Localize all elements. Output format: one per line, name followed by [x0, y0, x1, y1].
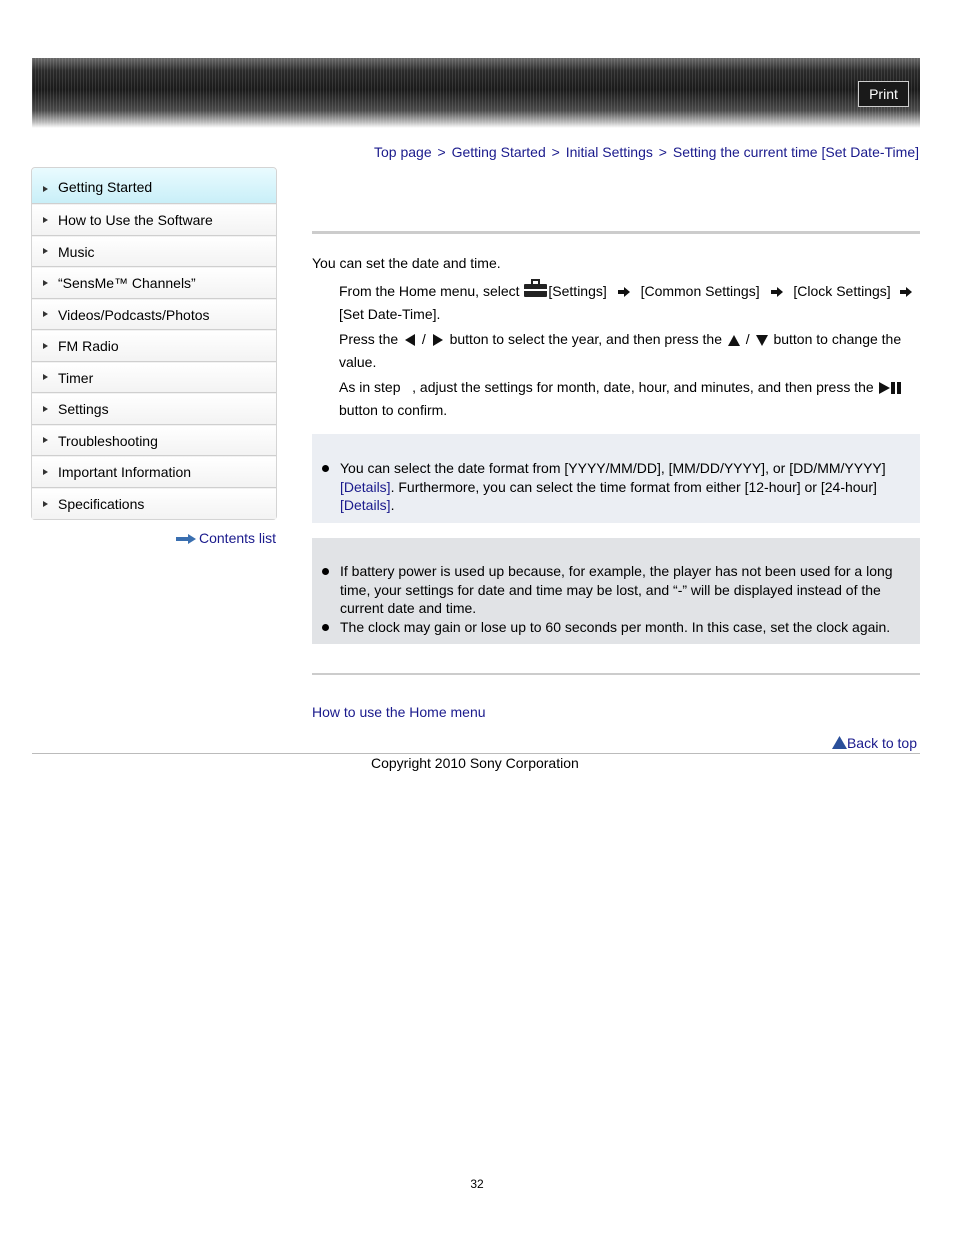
contents-arrow-icon — [176, 534, 196, 544]
footer-divider — [32, 753, 920, 754]
note-text: The clock may gain or lose up to 60 seconds per month. In this case, set the clock again. — [340, 618, 891, 635]
back-to-top-icon — [832, 736, 847, 749]
breadcrumb-getting-started[interactable]: Getting Started — [451, 144, 546, 160]
settings-menu-text: [Settings] — [548, 283, 607, 299]
breadcrumb-separator: > — [551, 144, 560, 160]
sidebar-item-label: How to Use the Software — [58, 212, 213, 228]
sidebar-item-specifications[interactable] — [32, 488, 276, 520]
triangle-right-icon — [43, 469, 48, 475]
right-triangle-icon — [430, 333, 446, 347]
sidebar-item-label: Specifications — [58, 495, 145, 512]
step-2 — [339, 328, 919, 374]
page-number: 32 — [470, 1177, 484, 1191]
arrow-right-icon — [611, 286, 637, 298]
step-3 — [339, 376, 919, 422]
hint-text: . Furthermore, you can select the time format from either [12-hour] or [24-hour] — [390, 478, 877, 495]
breadcrumb-separator: > — [437, 144, 446, 160]
arrow-right-icon — [764, 286, 790, 298]
note-item — [312, 562, 920, 618]
sidebar-item-label: “SensMe™ Channels” — [58, 275, 196, 291]
toolbox-icon — [523, 278, 548, 298]
related-divider — [312, 673, 920, 675]
sidebar-item-getting-started[interactable] — [32, 168, 276, 204]
triangle-right-icon — [43, 248, 48, 254]
sidebar-item-label: FM Radio — [58, 338, 119, 354]
bullet-icon — [322, 568, 329, 575]
contents-list-label: Contents list — [199, 530, 277, 546]
play-pause-icon — [878, 381, 904, 395]
note-text: If battery power is used up because, for example, the player has not been used for a long time, your settings for date and time may be lost, and “-” will be displayed instead of the current date and time. — [340, 563, 893, 616]
step-text: button to select the year, and then press the — [449, 331, 722, 347]
breadcrumb-top-page[interactable]: Top page — [374, 144, 432, 160]
step-text: button to change the value. — [339, 331, 902, 370]
sidebar-item-label: Settings — [58, 401, 109, 417]
slash-text: / — [745, 331, 750, 347]
note-box — [312, 538, 920, 644]
triangle-right-icon — [43, 186, 48, 192]
sidebar-item-timer[interactable] — [32, 362, 276, 394]
sidebar-item-label: Important Information — [58, 464, 192, 480]
triangle-right-icon — [43, 406, 48, 412]
set-date-time-text: [Set Date-Time]. — [339, 306, 441, 322]
title-divider — [312, 231, 920, 234]
slash-text: / — [421, 331, 426, 347]
back-to-top-link[interactable] — [832, 735, 917, 751]
hint-text: . — [390, 497, 395, 513]
sidebar-item-label: Getting Started — [58, 179, 153, 195]
triangle-right-icon — [43, 280, 48, 286]
arrow-right-icon — [895, 286, 915, 298]
sidebar-item-sensme-channels[interactable] — [32, 267, 276, 299]
print-button[interactable]: Print — [858, 81, 909, 107]
sidebar-item-label: Timer — [58, 369, 94, 386]
related-topic-link[interactable]: How to use the Home menu — [312, 704, 486, 720]
sidebar-item-how-to-use-software[interactable] — [32, 204, 276, 236]
left-triangle-icon — [402, 333, 418, 347]
common-settings-text: [Common Settings] — [640, 283, 760, 299]
note-item — [312, 618, 920, 637]
triangle-right-icon — [43, 501, 48, 507]
triangle-right-icon — [43, 311, 48, 317]
back-to-top-label: Back to top — [846, 735, 917, 751]
down-triangle-icon — [754, 333, 770, 347]
triangle-right-icon — [43, 437, 48, 443]
sidebar-item-important-information[interactable] — [32, 456, 276, 488]
breadcrumb-initial-settings[interactable]: Initial Settings — [565, 144, 653, 160]
details-link[interactable]: [Details] — [340, 478, 391, 495]
breadcrumb-current-page[interactable]: Setting the current time [Set Date-Time] — [672, 144, 919, 160]
details-link[interactable]: [Details] — [340, 497, 391, 513]
clock-settings-text: [Clock Settings] — [793, 283, 891, 299]
sidebar-item-videos-podcasts-photos[interactable] — [32, 299, 276, 331]
sidebar-item-fm-radio[interactable] — [32, 330, 276, 362]
sidebar-nav — [31, 167, 277, 520]
sidebar-item-label: Troubleshooting — [58, 432, 158, 449]
step-text: , adjust the settings for month, date, hour, and minutes, and then press the — [412, 379, 874, 395]
sidebar-item-label: Videos/Podcasts/Photos — [58, 306, 210, 323]
step-text: As in step — [339, 379, 401, 395]
triangle-right-icon — [43, 217, 48, 223]
step-1 — [339, 280, 919, 326]
breadcrumb — [374, 144, 919, 160]
breadcrumb-separator: > — [658, 144, 667, 160]
hint-item — [312, 459, 920, 515]
step-text: Press the — [339, 331, 399, 347]
copyright-text: Copyright 2010 Sony Corporation — [371, 755, 579, 771]
contents-list-link[interactable] — [176, 530, 276, 546]
triangle-right-icon — [43, 343, 48, 349]
hint-text: You can select the date format from [YYYY/MM/DD], [MM/DD/YYYY], or [DD/MM/YYYY] — [340, 460, 886, 476]
step-text: button to confirm. — [339, 402, 448, 418]
bullet-icon — [322, 624, 329, 631]
triangle-right-icon — [43, 374, 48, 380]
sidebar-item-settings[interactable] — [32, 393, 276, 425]
sidebar-item-troubleshooting[interactable] — [32, 425, 276, 457]
sidebar-item-label: Music — [58, 243, 95, 260]
header-banner — [32, 58, 920, 128]
hint-box — [312, 434, 920, 523]
intro-text: You can set the date and time. — [312, 255, 501, 271]
sidebar-item-music[interactable] — [32, 236, 276, 268]
step-text: From the Home menu, select — [339, 283, 524, 299]
bullet-icon — [322, 465, 329, 472]
up-triangle-icon — [726, 333, 742, 347]
